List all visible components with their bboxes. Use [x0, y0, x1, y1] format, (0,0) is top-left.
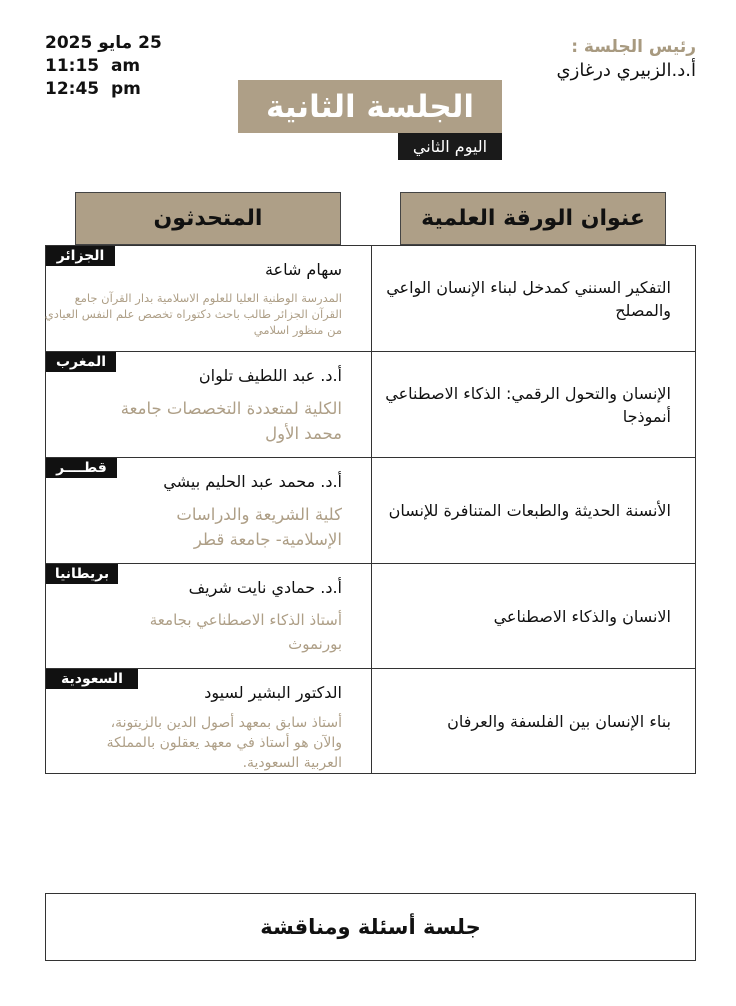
speaker-cell: [46, 564, 371, 669]
speaker-name: سهام شاعة: [264, 260, 342, 279]
table-row: [46, 246, 695, 351]
session-chair: [557, 35, 696, 83]
speaker-name: الدكتور البشير لسيود: [204, 683, 342, 702]
speaker-affiliation: المدرسة الوطنية العليا للعلوم الاسلامية بدار القرآن جامع القرآن الجزائر طالب باحث دكتوراه تخصص علم النفس العيادي من منظور اسلامي: [44, 291, 342, 337]
country-badge: السعودية: [46, 669, 138, 689]
paper-title: الأنسنة الحديثة والطبعات المتنافرة للإنسان: [371, 458, 695, 563]
table-row: [46, 457, 695, 563]
column-header-paper-title: عنوان الورقة العلمية: [400, 192, 666, 245]
day-label: اليوم الثاني: [398, 133, 502, 160]
speaker-cell: [46, 669, 371, 774]
column-header-speakers: المتحدثون: [75, 192, 341, 245]
speaker-affiliation: كلية الشريعة والدراسات الإسلامية- جامعة قطر: [176, 505, 342, 549]
session-start-time: 11:15 am: [45, 56, 141, 76]
session-date: 25 مايو 2025: [45, 33, 162, 53]
speaker-cell: [46, 352, 371, 457]
discussion-session: جلسة أسئلة ومناقشة: [45, 893, 696, 961]
speaker-name: أ.د. حمادي نايت شريف: [188, 578, 342, 597]
table-row: [46, 351, 695, 457]
session-title: الجلسة الثانية: [238, 80, 502, 133]
session-end-time: 12:45 pm: [45, 79, 141, 99]
session-datetime: [45, 32, 162, 101]
paper-title: الإنسان والتحول الرقمي: الذكاء الاصطناعي أنموذجا: [371, 352, 695, 457]
speaker-name: أ.د. عبد اللطيف تلوان: [198, 366, 342, 385]
chair-label: رئيس الجلسة :: [571, 37, 696, 57]
paper-title: الانسان والذكاء الاصطناعي: [371, 564, 695, 669]
chair-name: أ.د.الزبيري درغازي: [556, 60, 696, 81]
speaker-affiliation: أستاذ الذكاء الاصطناعي بجامعة بورنموث: [149, 611, 342, 653]
speaker-affiliation: أستاذ سابق بمعهد أصول الدين بالزيتونة، والآن هو أستاذ في معهد يعقلون بالمملكة العربية السعودية.: [106, 715, 342, 771]
sessions-table: [45, 245, 696, 774]
country-badge: بريطانيا: [46, 564, 118, 584]
speaker-affiliation: الكلية لمتعددة التخصصات جامعة محمد الأول: [120, 399, 342, 443]
paper-title: التفكير السنني كمدخل لبناء الإنسان الواعي والمصلح: [371, 246, 695, 351]
speaker-cell: [46, 458, 371, 563]
table-row: [46, 563, 695, 669]
country-badge: المغرب: [46, 352, 116, 372]
table-row: [46, 668, 695, 774]
paper-title: بناء الإنسان بين الفلسفة والعرفان: [371, 669, 695, 774]
country-badge: الجزائر: [46, 246, 115, 266]
speaker-cell: [46, 246, 371, 351]
country-badge: قطــــر: [46, 458, 117, 478]
speaker-name: أ.د. محمد عبد الحليم بيشي: [163, 472, 342, 491]
